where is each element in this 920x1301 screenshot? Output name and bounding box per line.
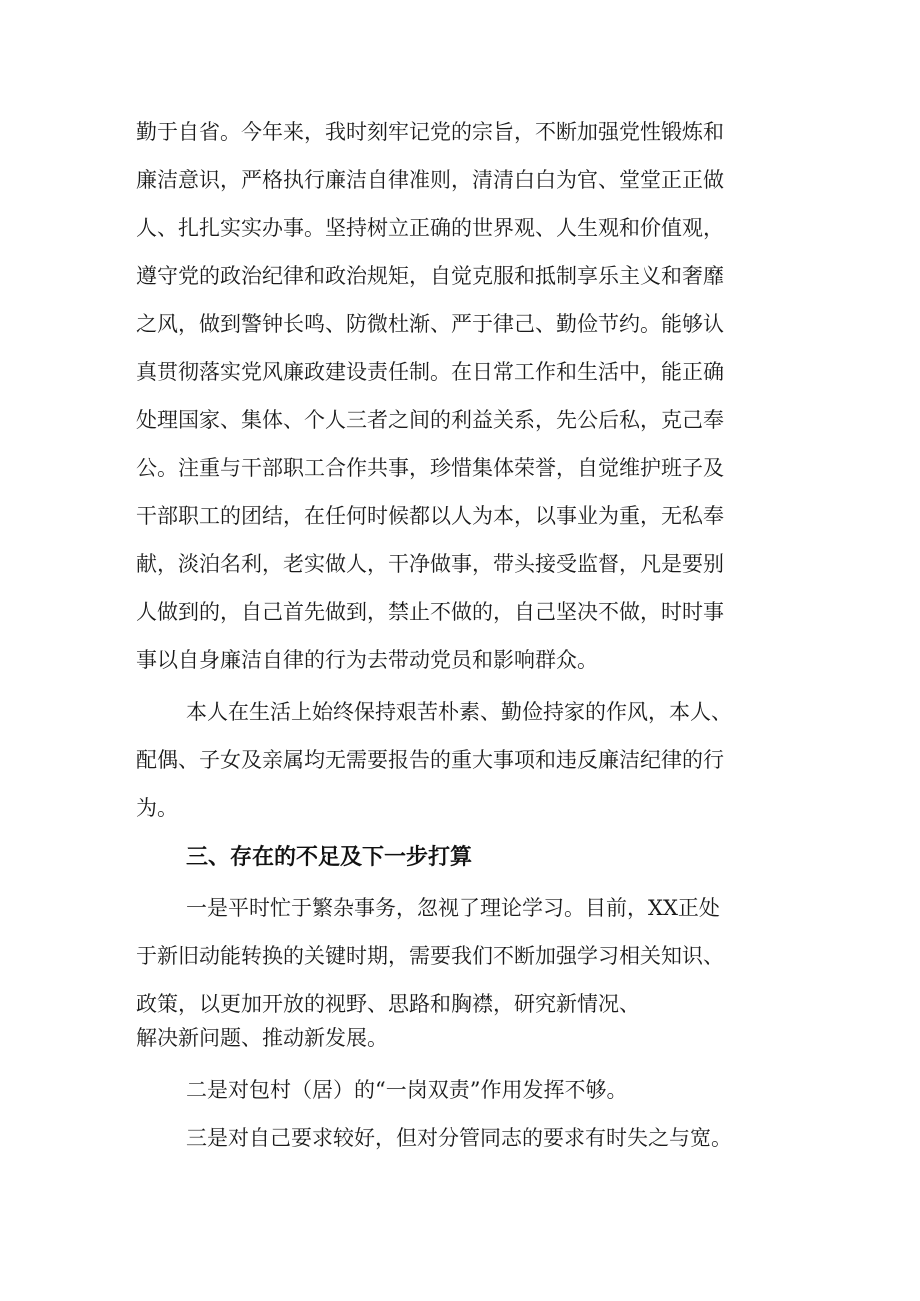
paragraph-2-line-2: 配偶、子女及亲属均无需要报告的重大事项和违反廉洁纪律的行 [136,748,724,772]
section-heading: 三、存在的不足及下一步打算 [186,845,473,870]
paragraph-1-line-6: 真贯彻落实党风廉政建设责任制。在日常工作和生活中，能正确 [136,360,724,384]
paragraph-1-line-4: 遵守党的政治纪律和政治规矩，自觉克服和抵制享乐主义和奢靡 [136,264,724,288]
paragraph-3-line-1: 一是平时忙于繁杂事务，忽视了理论学习。目前，XX正处 [186,896,720,920]
paragraph-3-line-4: 解决新问题、推动新发展。 [136,1026,388,1050]
paragraph-1-line-5: 之风，做到警钟长鸣、防微杜渐、严于律己、勤俭节约。能够认 [136,312,724,336]
paragraph-3-line-2: 于新旧动能转换的关键时期，需要我们不断加强学习相关知识、 [136,944,724,968]
paragraph-4: 二是对包村（居）的“一岗双责”作用发挥不够。 [186,1078,628,1102]
paragraph-1-line-7: 处理国家、集体、个人三者之间的利益关系，先公后私，克己奉 [136,408,724,432]
paragraph-1-line-8: 公。注重与干部职工合作共事，珍惜集体荣誉，自觉维护班子及 [136,456,724,480]
paragraph-1-line-12: 事以自身廉洁自律的行为去带动党员和影响群众。 [136,648,598,672]
paragraph-1-line-9: 干部职工的团结，在任何时候都以人为本，以事业为重，无私奉 [136,504,724,528]
paragraph-1-line-2: 廉洁意识，严格执行廉洁自律准则，清清白白为官、堂堂正正做 [136,168,724,192]
paragraph-2-line-1: 本人在生活上始终保持艰苦朴素、勤俭持家的作风，本人、 [186,700,732,724]
paragraph-3-line-3: 政策，以更加开放的视野、思路和胸襟，研究新情况、 [136,992,640,1016]
paragraph-1-line-1: 勤于自省。今年来，我时刻牢记党的宗旨，不断加强党性锻炼和 [136,120,724,144]
paragraph-5: 三是对自己要求较好，但对分管同志的要求有时失之与宽。 [186,1126,732,1150]
paragraph-2-line-3: 为。 [136,796,178,820]
paragraph-1-line-3: 人、扎扎实实办事。坚持树立正确的世界观、人生观和价值观， [136,216,724,240]
paragraph-1-line-11: 人做到的，自己首先做到，禁止不做的，自己坚决不做，时时事 [136,600,724,624]
paragraph-1-line-10: 献，淡泊名利，老实做人，干净做事，带头接受监督，凡是要别 [136,552,724,576]
